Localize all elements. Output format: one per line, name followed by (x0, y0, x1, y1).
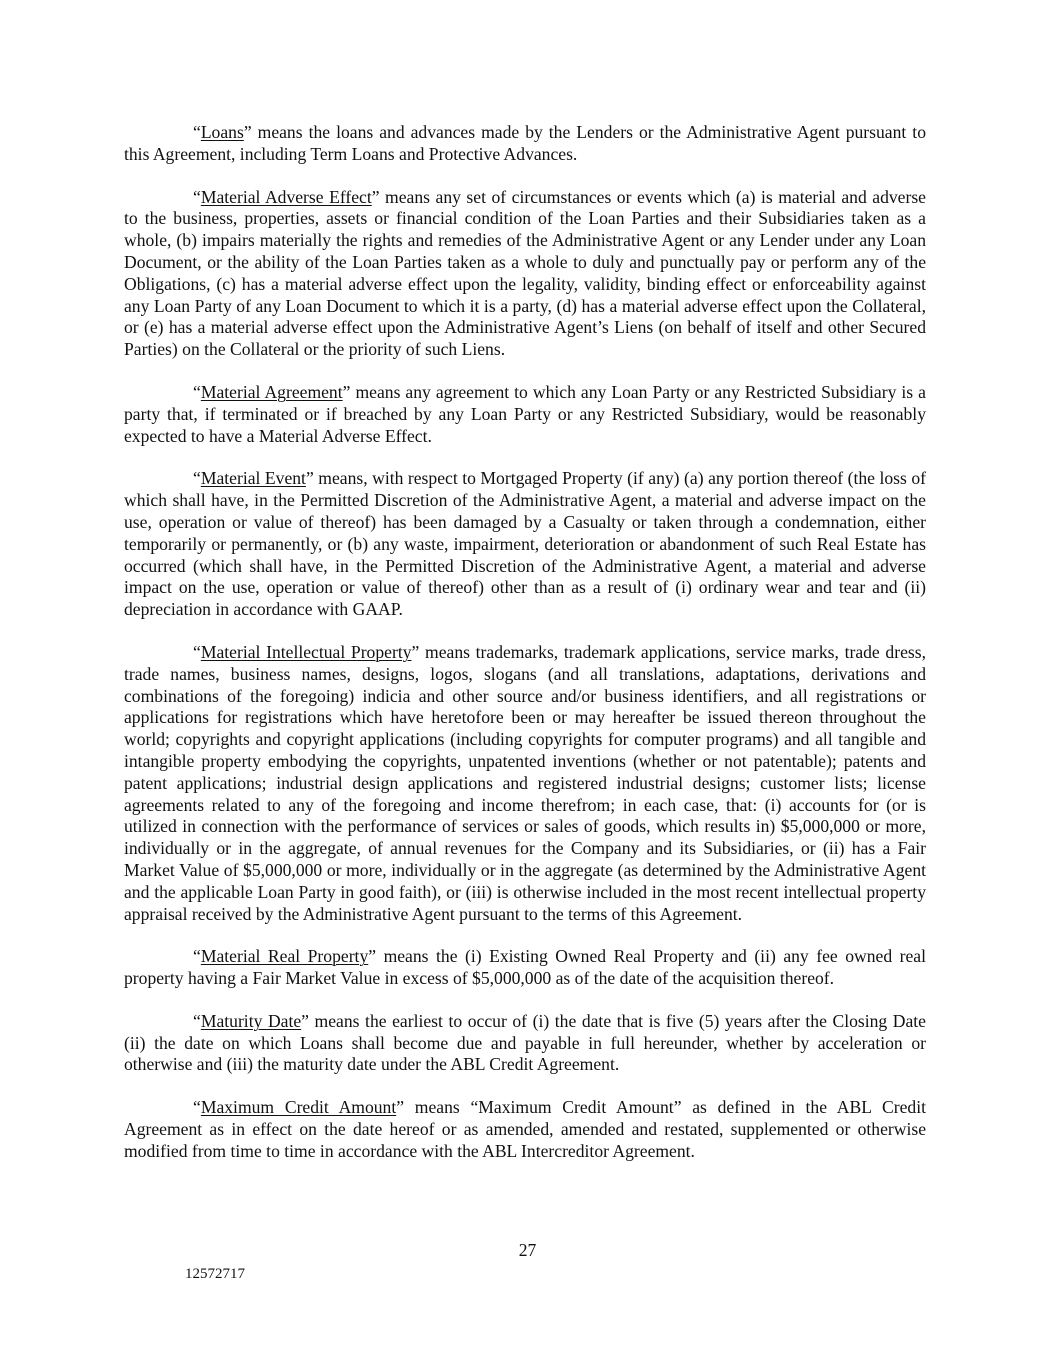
definition-paragraph: “Maximum Credit Amount” means “Maximum Credit Amount” as defined in the ABL Credit Agreement as in effect on the date hereof or as amended, amended and restated, supplemented or otherwise modified from time to time in accordance with the ABL Intercreditor Agreement. (124, 1097, 926, 1161)
definition-paragraph: “Material Agreement” means any agreement to which any Loan Party or any Restricted Subsidiary is a party that, if terminated or if breached by any Loan Party or any Restricted Subsidiary, would be reasonably expected to have a Material Adverse Effect. (124, 381, 926, 446)
definition-text: means trademarks, trademark applications, service marks, trade dress, trade names, business names, designs, logos, slogans (and all translations, adaptations, derivations and combinations of the foregoing) indicia and other source and/or business identifiers, and all registrations or applications for registrations which have heretofore been or may hereafter be issued thereon throughout the world; copyrights and copyright applications (including copyrights for computer programs) and all tangible and intangible property embodying the copyrights, unpatented inventions (whether or not patentable); patents and patent applications; industrial design applications and registered industrial designs; customer lists; license agreements related to any of the foregoing and income therefrom; in each case, that: (i) accounts for (or is utilized in connection with the performance of services or sales of goods, which results in) $5,000,000 or more, individually or in the aggregate, of annual revenues for the Company and its Subsidiaries, or (ii) has a Fair Market Value of $5,000,000 or more, individually or in the aggregate (as determined by the Administrative Agent and the applicable Loan Party in good faith), or (iii) is otherwise included in the most recent intellectual property appraisal received by the Administrative Agent pursuant to the terms of this Agreement. (124, 641, 926, 924)
defined-term: Loans (200, 122, 244, 142)
defined-term: Material Real Property (200, 946, 369, 967)
document-body (124, 122, 926, 1184)
definition-text: means, with respect to Mortgaged Property (if any) (a) any portion thereof (the loss of which shall have, in the Permitted Discretion of the Administrative Agent, a material and adverse impact on the use, operation or value of thereof) has been damaged by a Casualty or taken through a condemnation, either temporarily or permanently, or (b) any waste, impairment, deterioration or abandonment of such Real Estate has occurred (which shall have, in the Permitted Discretion of the Administrative Agent, a material and adverse impact on the use, operation or value of thereof) other than as a result of (i) ordinary wear and tear and (ii) depreciation in accordance with GAAP. (124, 468, 927, 620)
defined-term: Maturity Date (200, 1010, 302, 1031)
definition-text: means any agreement to which any Loan Party or any Restricted Subsidiary is a party that, if terminated or if breached by any Loan Party or any Restricted Subsidiary, would be reasonably expected to have a Material Adverse Effect. (124, 381, 926, 446)
definition-text: means the earliest to occur of (i) the date that is five (5) years after the Closing Date (ii) the date on which Loans shall become due and payable in full hereunder, whether by acceleration or otherwise and (iii) the maturity date under the ABL Credit Agreement. (124, 1010, 926, 1075)
definition-paragraph: “Material Event” means, with respect to Mortgaged Property (if any) (a) any portion thereof (the loss of which shall have, in the Permitted Discretion of the Administrative Agent, a material and adverse impact on the use, operation or value of thereof) has been damaged by a Casualty or taken through a condemnation, either temporarily or permanently, or (b) any waste, impairment, deterioration or abandonment of such Real Estate has occurred (which shall have, in the Permitted Discretion of the Administrative Agent, a material and adverse impact on the use, operation or value of thereof) other than as a result of (i) ordinary wear and tear and (ii) depreciation in accordance with GAAP. (124, 468, 927, 620)
definition-paragraph: “Loans” means the loans and advances made by the Lenders or the Administrative Agent pursuant to this Agreement, including Term Loans and Protective Advances. (124, 122, 926, 164)
definition-paragraph: “Material Intellectual Property” means trademarks, trademark applications, service marks, trade dress, trade names, business names, designs, logos, slogans (and all translations, adaptations, derivations and combinations of the foregoing) indicia and other source and/or business identifiers, and all registrations or applications for registrations which have heretofore been or may hereafter be issued thereon throughout the world; copyrights and copyright applications (including copyrights for computer programs) and all tangible and intangible property embodying the copyrights, unpatented inventions (whether or not patentable); patents and patent applications; industrial design applications and registered industrial designs; customer lists; license agreements related to any of the foregoing and income therefrom; in each case, that: (i) accounts for (or is utilized in connection with the performance of services or sales of goods, which results in) $5,000,000 or more, individually or in the aggregate, of annual revenues for the Company and its Subsidiaries, or (ii) has a Fair Market Value of $5,000,000 or more, individually or in the aggregate (as determined by the Administrative Agent and the applicable Loan Party in good faith), or (iii) is otherwise included in the most recent intellectual property appraisal received by the Administrative Agent pursuant to the terms of this Agreement. (124, 641, 926, 924)
defined-term: Material Event (200, 468, 306, 489)
definition-text: means “Maximum Credit Amount” as defined in the ABL Credit Agreement as in effect on the date hereof or as amended, amended and restated, supplemented or otherwise modified from time to time in accordance with the ABL Intercreditor Agreement. (124, 1097, 926, 1161)
definition-text: means the loans and advances made by the Lenders or the Administrative Agent pursuant to this Agreement, including Term Loans and Protective Advances. (124, 122, 926, 164)
definition-text: means the (i) Existing Owned Real Property and (ii) any fee owned real property having a Fair Market Value in excess of $5,000,000 as of the date of the acquisition thereof. (124, 946, 926, 989)
defined-term: Material Intellectual Property (200, 641, 412, 662)
definition-paragraph: “Maturity Date” means the earliest to occur of (i) the date that is five (5) years after the Closing Date (ii) the date on which Loans shall become due and payable in full hereunder, whether by acceleration or otherwise and (iii) the maturity date under the ABL Credit Agreement. (124, 1010, 926, 1075)
definition-text: means any set of circumstances or events which (a) is material and adverse to the business, properties, assets or financial condition of the Loan Parties and their Subsidiaries taken as a whole, (b) impairs materially the rights and remedies of the Administrative Agent or any Lender under any Loan Document, or the ability of the Loan Parties taken as a whole to duly and punctually pay or perform any of the Obligations, (c) has a material adverse effect upon the legality, validity, binding effect or enforceability against any Loan Party of any Loan Document to which it is a party, (d) has a material adverse effect upon the Collateral, or (e) has a material adverse effect upon the Administrative Agent’s Liens (on behalf of itself and other Secured Parties) on the Collateral or the priority of such Liens. (124, 186, 926, 360)
document-id: 12572717 (185, 1266, 245, 1282)
page-number: 27 (518, 1240, 537, 1260)
defined-term: Material Agreement (200, 381, 343, 402)
defined-term: Material Adverse Effect (200, 186, 372, 207)
definition-paragraph: “Material Real Property” means the (i) Existing Owned Real Property and (ii) any fee owned real property having a Fair Market Value in excess of $5,000,000 as of the date of the acquisition thereof. (124, 946, 926, 989)
definition-paragraph: “Material Adverse Effect” means any set of circumstances or events which (a) is material and adverse to the business, properties, assets or financial condition of the Loan Parties and their Subsidiaries taken as a whole, (b) impairs materially the rights and remedies of the Administrative Agent or any Lender under any Loan Document, or the ability of the Loan Parties taken as a whole to duly and punctually pay or perform any of the Obligations, (c) has a material adverse effect upon the legality, validity, binding effect or enforceability against any Loan Party of any Loan Document to which it is a party, (d) has a material adverse effect upon the Collateral, or (e) has a material adverse effect upon the Administrative Agent’s Liens (on behalf of itself and other Secured Parties) on the Collateral or the priority of such Liens. (124, 186, 926, 360)
defined-term: Maximum Credit Amount (200, 1097, 397, 1118)
